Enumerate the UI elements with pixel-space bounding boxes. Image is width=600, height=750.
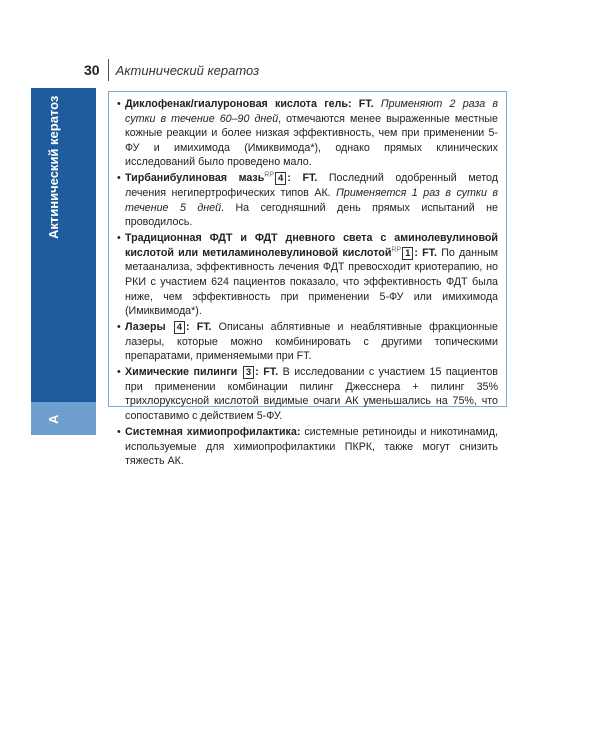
item-text: системные ретиноиды и никотинамид, используемые для химиопрофилактики ПКРК, также могут снизить тяжесть АК. — [125, 426, 498, 468]
list-item-diclofenac — [117, 97, 498, 170]
running-title: Актинический кератоз — [115, 62, 260, 78]
evidence-level-badge: 1 — [402, 247, 413, 260]
chapter-side-tab — [31, 88, 96, 435]
item-text: Описаны аблятивные и неаблятивные фракционные лазеры, которые можно комбинировать с другими топическими препаратами, применяемыми при FT. — [125, 321, 498, 363]
list-item-lasers — [117, 320, 498, 364]
page-number: 30 — [84, 62, 100, 78]
grade-label: : FT. — [287, 172, 318, 185]
grade-label: : FT. — [414, 246, 437, 259]
reference-mark: RP — [391, 246, 402, 254]
dosage-italic: Применяется 1 раз в сутки в течение 5 дней — [125, 186, 498, 214]
dosage-italic: Применяют 2 раза в сутки в течение 60–90 дней — [125, 98, 498, 125]
item-title: Традиционная ФДТ и ФДТ дневного света с аминолевулиновой кислотой или метиламинолевулиновой кислотой — [125, 232, 498, 259]
evidence-level-badge: 4 — [275, 172, 286, 185]
list-item-tirbanibulin — [117, 171, 498, 229]
side-tab-letter: А — [46, 414, 61, 424]
item-title: Тирбанибулиновая мазь — [125, 172, 265, 185]
item-text: Последний одобренный метод лечения негипертрофических типов АК. — [125, 172, 498, 199]
item-title: Лазеры — [125, 321, 166, 334]
item-title: Диклофенак/гиалуроновая кислота гель: — [125, 98, 352, 110]
list-item-chemoprevention — [117, 425, 498, 469]
list-item-chemical-peels — [117, 365, 498, 423]
list-item-pdt — [117, 231, 498, 319]
grade-label: FT. — [358, 98, 374, 110]
item-title: Системная химиопрофилактика: — [125, 426, 301, 439]
header-divider — [108, 59, 109, 81]
item-text-after: . На сегодняшний день прямых испытаний не проводилось. — [125, 201, 498, 229]
evidence-level-badge: 3 — [243, 366, 254, 379]
side-tab-title: Актинический кератоз — [46, 96, 61, 240]
item-text: В исследовании с участием 15 пациентов при применении комбинации пилинг Джесснера + пилинг 35% трихлоруксусной кислотой видимые очаги АК уменьшались на 75%, что сопоставимо с действием 5-ФУ. — [125, 366, 498, 423]
evidence-level-badge: 4 — [174, 321, 185, 334]
page-header — [84, 58, 259, 82]
reference-mark: RP — [264, 171, 275, 179]
item-title: Химические пилинги — [125, 366, 238, 379]
treatment-content-box — [108, 91, 507, 468]
treatment-list — [117, 97, 498, 469]
grade-label: : FT. — [255, 366, 279, 379]
item-text: , отмечаются менее выраженные местные кожные реакции и более низкая эффективность, чем при применении 5-ФУ и имихимода (Имиквимода*), однако прямых клинических исследований было проведено мало. — [125, 112, 498, 169]
grade-label: : FT. — [186, 321, 212, 334]
item-text: По данным метаанализа, эффективность лечения ФДТ превосходит криотерапию, но РКИ с участием 624 пациентов показало, что эффективность ФДТ была ниже, чем эффективность при применении 5-ФУ или имихимода (Имиквимода*). — [125, 246, 498, 318]
